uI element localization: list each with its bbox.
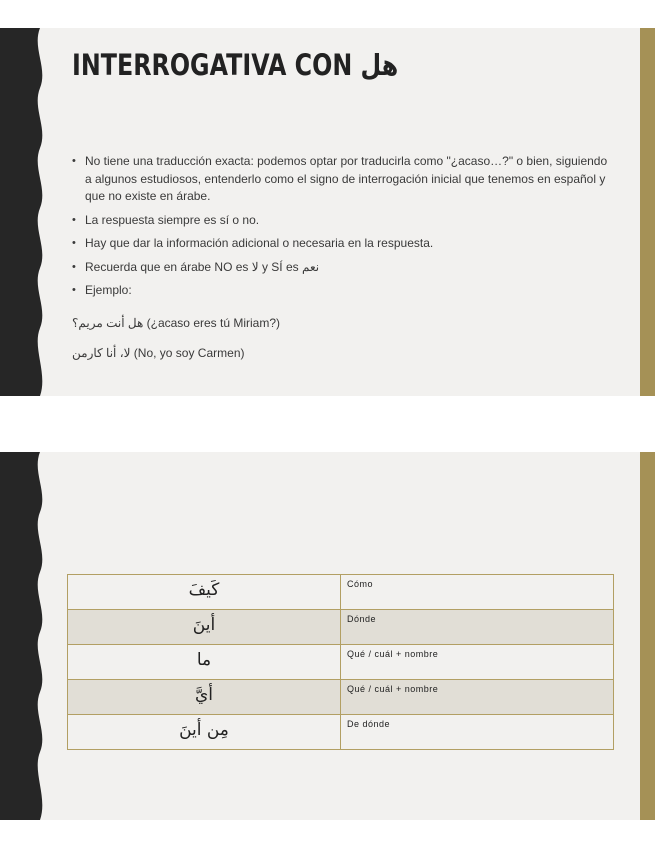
table-row — [68, 645, 614, 680]
example-answer: لا، أنا كارمن (No, yo soy Carmen) — [72, 346, 245, 360]
slide-1 — [0, 28, 655, 396]
accent-bar — [640, 452, 655, 820]
table-row — [68, 610, 614, 645]
spanish-cell: Cómo — [341, 575, 614, 610]
spanish-cell: Qué / cuál + nombre — [341, 680, 614, 715]
example-question: هل أنت مريم؟ (¿acaso eres tú Miriam?) — [72, 316, 280, 330]
interrogatives-table — [67, 574, 614, 750]
bullet-list — [72, 153, 612, 306]
spanish-cell: Qué / cuál + nombre — [341, 645, 614, 680]
arabic-cell: مِن أينَ — [68, 715, 341, 750]
arabic-cell: أينَ — [68, 610, 341, 645]
bullet-item: • La respuesta siempre es sí o no. — [72, 212, 612, 230]
wave-border — [0, 28, 52, 396]
bullet-item: • Recuerda que en árabe NO es لا y SÍ es نعم — [72, 259, 612, 277]
table-row — [68, 575, 614, 610]
accent-bar — [640, 28, 655, 396]
arabic-cell: أيَّ — [68, 680, 341, 715]
spanish-cell: De dónde — [341, 715, 614, 750]
bullet-item: • Ejemplo: — [72, 282, 612, 300]
slide-title: INTERROGATIVA CON هل — [72, 48, 399, 82]
wave-border — [0, 452, 52, 820]
table-row — [68, 715, 614, 750]
bullet-item: • No tiene una traducción exacta: podemos optar por traducirla como "¿acaso…?" o bien, siguiendo a algunos estudiosos, entenderlo como el signo de interrogación inicial que tenemos en español y que no existe en árabe. — [72, 153, 612, 206]
arabic-cell: كَيفَ — [68, 575, 341, 610]
slide-2 — [0, 452, 655, 820]
arabic-cell: ما — [68, 645, 341, 680]
bullet-item: • Hay que dar la información adicional o necesaria en la respuesta. — [72, 235, 612, 253]
table-row — [68, 680, 614, 715]
spanish-cell: Dónde — [341, 610, 614, 645]
